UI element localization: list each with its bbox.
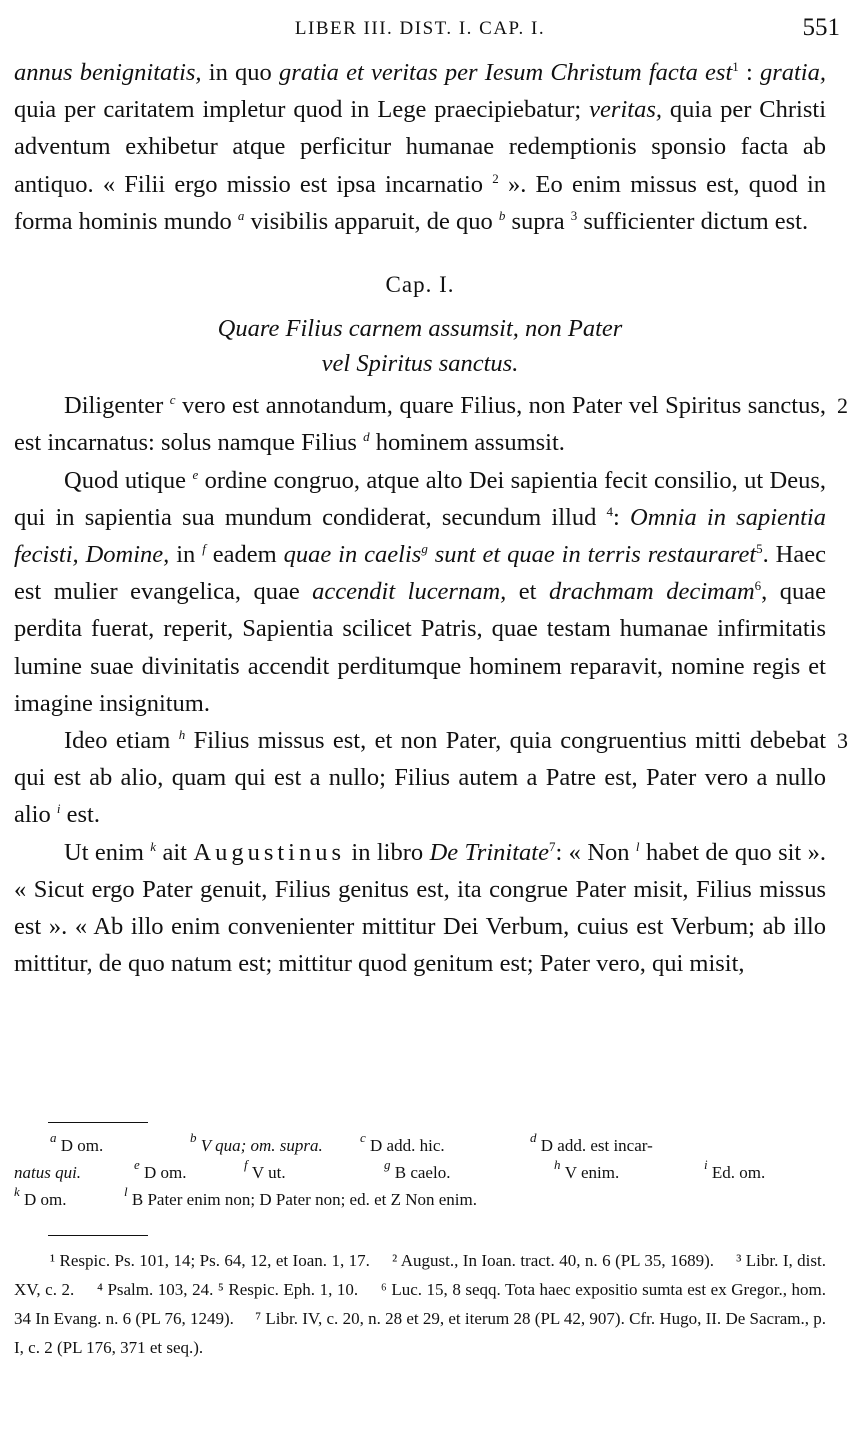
intro-paragraph: annus benignitatis, in quo gratia et veritas per Iesum Christum facta est$^1$ : gratia, quia per caritatem impletur quod in Lege praecipiebatur; veritas, quia per Christi adventum exhibetur atque perficitur humanae redemptionis sponsio facta ab antiquo. « Filii ergo missio est ipsa incarnatio $^2$ ». Eo enim missus est, quod in forma hominis mundo $^a$ visibilis apparuit, de quo $^b$ supra $^3$ sufficienter dictum est.: [14, 59, 827, 235]
apparatus-line-3: $^k$ D om. $^l$ B Pater enim non; D Pater non; ed. et Z Non enim.: [14, 1184, 478, 1209]
paragraph-2: Quod utique $^e$ ordine congruo, atque alto Dei sapientia fecit consilio, ut Deus, qui in sapientia sua mundum condiderat, secundum illud $^4$: Omnia in sapientia fecisti, Domine, in $^f$ eadem quae in caelis$^g$ sunt et quae in terris restauraret$^5$. Haec est mulier evangelica, quae accendit lucernam, et drachmam decimam$^6$, quae perdita fuerat, reperit, Sapientia scilicet Patris, quae testam humanae infirmitatis lumine suae divinitatis accendit perditumque hominem reparavit, nomine regis et imagine insignitum.: [14, 466, 827, 717]
page: [14, 0, 848, 1436]
source-note-1: ¹ Respic. Ps. 101, 14; Ps. 64, 12, et Ioan. 1, 17.: [50, 1251, 370, 1270]
paragraph-3: Ideo etiam $^h$ Filius missus est, et non Pater, quia congruentius mitti debebat qui est ab alio, quam qui est a nullo; Filius autem a Patre est, Pater vero a nullo alio $^i$ est. 3: [14, 722, 826, 834]
footnote-rule-sources: [48, 1235, 148, 1236]
source-note-3: ³ Libr. I, dist. XV, c. 2.: [14, 1251, 826, 1299]
page-number: 551: [802, 14, 840, 41]
source-note-2: ² August., In Ioan. tract. 40, n. 6 (PL 35, 1689).: [392, 1251, 714, 1270]
paragraph-4: Ut enim $^k$ ait Augustinus in libro De Trinitate$^7$: « Non $^l$ habet de quo sit ». « Sicut ergo Pater genuit, Filius genitus est, ita congrue Pater misit, Filius missus est ». « Ab illo enim convenienter mittitur Dei Verbum, cuius est Verbum; ab illo mittitur, de quo natum est; mittitur quod genitum est; Pater vero, qui misit,: [14, 838, 827, 978]
chapter-heading: Cap. I.: [385, 272, 455, 298]
apparatus-line-1: $^a$ D om. $^b$ V qua; om. supra. $^c$ D add. hic. $^d$ D add. est incar-: [50, 1130, 653, 1155]
running-head: [14, 14, 840, 48]
book-title: De Trinitate: [429, 838, 549, 866]
margin-number-2: 2: [837, 393, 848, 419]
apparatus-line-2: natus qui. $^e$ D om. $^f$ V ut. $^g$ B caelo. $^h$ V enim. $^i$ Ed. om.: [14, 1157, 766, 1182]
chapter-subtitle: Quare Filius carnem assumsit, non Pater vel Spiritus sanctus.: [217, 315, 623, 378]
source-note-5: ⁵ Respic. Eph. 1, 10.: [217, 1280, 359, 1299]
source-note-6: ⁶ Luc. 15, 8 seqq. Tota haec expositio sumta est ex Gregor., hom. 34 In Evang. n. 6 (PL 76, 1249).: [14, 1280, 826, 1328]
source-note-7: ⁷ Libr. IV, c. 20, n. 28 et 29, et iterum 28 (PL 42, 907). Cfr. Hugo, II. De Sacram., p. I, c. 2 (PL 176, 371 et seq.).: [14, 1309, 827, 1357]
source-notes: [14, 1246, 826, 1362]
paragraph-1: Diligenter $^c$ vero est annotandum, quare Filius, non Pater vel Spiritus sanctus, est incarnatus: solus namque Filius $^d$ hominem assumsit. 2: [14, 387, 826, 461]
source-note-4: ⁴ Psalm. 103, 24.: [96, 1280, 214, 1299]
main-text: [14, 54, 848, 982]
critical-apparatus: [14, 1132, 826, 1213]
running-head-title: LIBER III. DIST. I. CAP. I.: [294, 18, 546, 39]
margin-number-3: 3: [837, 728, 848, 754]
footnote-rule-apparatus: [48, 1122, 148, 1123]
author-name: Augustinus: [193, 838, 346, 866]
